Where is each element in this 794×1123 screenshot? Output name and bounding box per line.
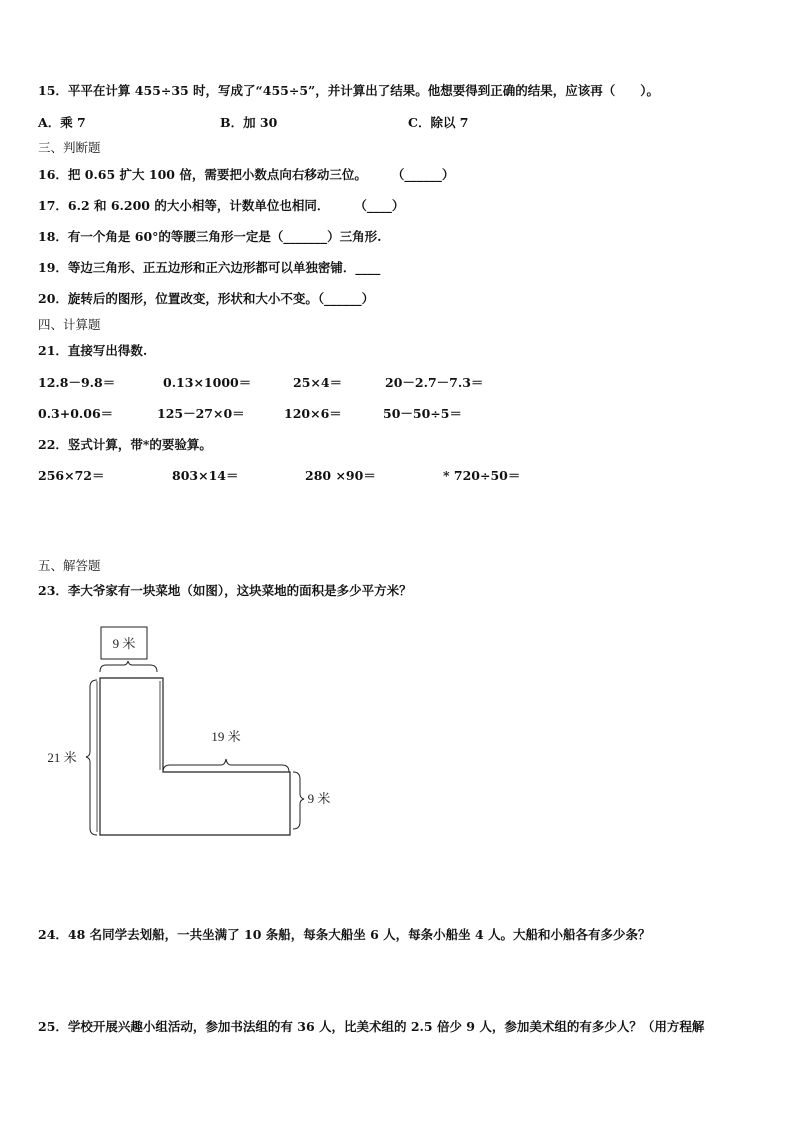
label-top-width: 9 米 [112, 636, 136, 651]
calc-item: 0.13×1000＝ [163, 375, 252, 390]
question-21-title: 21．直接写出得数. [38, 343, 148, 358]
question-23: 23．李大爷家有一块菜地（如图），这块菜地的面积是多少平方米？ [38, 583, 412, 598]
calc-item: 0.3+0.06＝ [38, 406, 114, 421]
question-15: 15．平平在计算 455÷35 时，写成了“455÷5”，并计算出了结果。他想要得到正确的结果，应该再（ ）。 [38, 83, 659, 98]
section-3-heading: 三、判断题 [38, 140, 101, 155]
question-16: 16．把 0.65 扩大 100 倍，需要把小数点向右移动三位。 （______） [38, 167, 455, 182]
q15-option-b: B．加 30 [220, 115, 278, 130]
calc-item: 50－50÷5＝ [383, 406, 462, 421]
middle-brace [163, 759, 289, 772]
label-right-height: 9 米 [307, 791, 331, 806]
right-brace [293, 772, 304, 829]
calc-item: 125－27×0＝ [157, 406, 245, 421]
q15-option-a: A．乘 7 [38, 115, 86, 130]
label-bottom-length: 19 米 [211, 729, 241, 744]
question-25: 25．学校开展兴趣小组活动，参加书法组的有 36 人，比美术组的 2.5 倍少 9 人，参加美术组的有多少人？（用方程解 [38, 1019, 705, 1034]
vertical-calc-item: * 720÷50＝ [443, 468, 521, 483]
question-24: 24．48 名同学去划船，一共坐满了 10 条船，每条大船坐 6 人，每条小船坐 4 人。大船和小船各有多少条？ [38, 927, 651, 942]
question-20: 20．旋转后的图形，位置改变，形状和大小不变。（______） [38, 291, 375, 306]
calc-item: 20－2.7－7.3＝ [385, 375, 484, 390]
calc-item: 12.8－9.8＝ [38, 375, 116, 390]
label-left-height: 21 米 [47, 750, 77, 765]
vertical-calc-item: 256×72＝ [38, 468, 105, 483]
question-19: 19．等边三角形、正五边形和正六边形都可以单独密铺．____ [38, 260, 381, 275]
vertical-calc-item: 803×14＝ [172, 468, 239, 483]
left-brace [86, 680, 97, 835]
section-5-heading: 五、解答题 [38, 558, 101, 573]
l-shape-outline [100, 678, 290, 835]
calc-item: 25×4＝ [293, 375, 343, 390]
vertical-calc-item: 280 ×90＝ [305, 468, 376, 483]
question-18: 18．有一个角是 60°的等腰三角形一定是（_______）三角形. [38, 229, 382, 244]
calc-item: 120×6＝ [284, 406, 342, 421]
question-17: 17．6.2 和 6.200 的大小相等，计数单位也相同． （____） [38, 198, 405, 213]
top-brace [100, 661, 157, 672]
question-22-title: 22．竖式计算，带*的要验算。 [38, 437, 212, 452]
q15-option-c: C．除以 7 [408, 115, 469, 130]
section-4-heading: 四、计算题 [38, 317, 101, 332]
